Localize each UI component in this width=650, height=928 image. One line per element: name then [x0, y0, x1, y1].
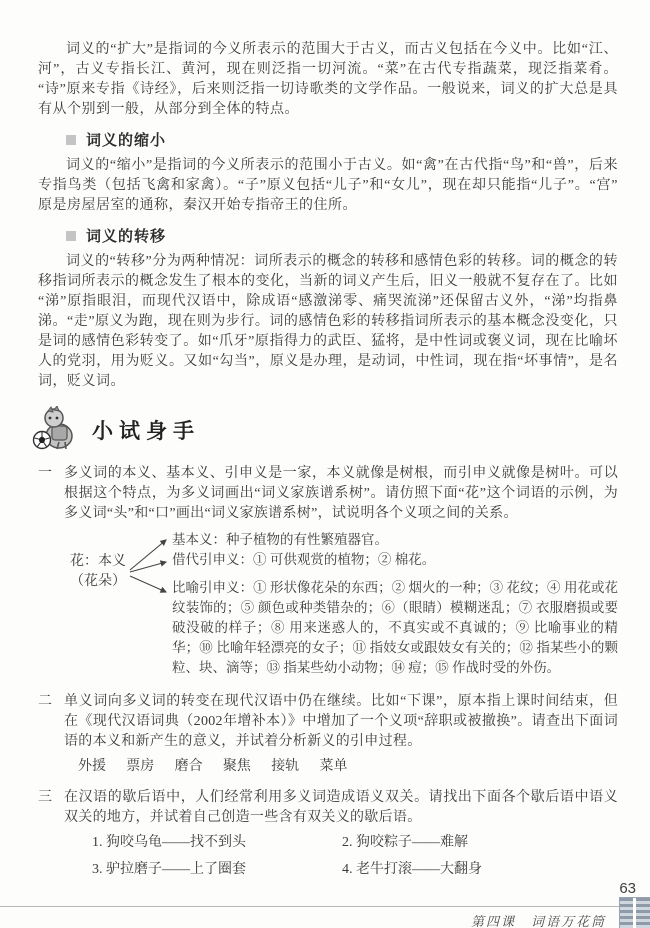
square-bullet-icon — [66, 135, 76, 145]
idiom-item: 3. 驴拉磨子——上了圈套 — [92, 862, 246, 877]
exercise-2-word-list — [78, 756, 618, 778]
tree-branch-arrows-icon — [128, 530, 172, 618]
practice-section-header — [32, 406, 618, 454]
word-item: 外援 — [78, 759, 106, 774]
mascot-soccer-icon — [32, 406, 78, 454]
word-item: 菜单 — [319, 759, 348, 774]
exercise-1-number: 一 — [38, 466, 52, 481]
footer-divider — [0, 906, 650, 907]
word-family-tree-diagram — [64, 530, 618, 678]
branch-metonymic-meaning: 借代引申义：① 可供观赏的植物；② 棉花。 — [172, 552, 436, 567]
page-number: 63 — [619, 880, 636, 897]
heading-word-shift-label: 词义的转移 — [86, 228, 167, 245]
branch-metaphoric-meaning: 比喻引申义：① 形状像花朵的东西；② 烟火的一种；③ 花纹；④ 用花或花纹装饰的；⑤ 颜色或种类错杂的；⑥（眼睛）模糊迷乱；⑦ 衣服磨损或要破没破的样子；⑧ 用来迷惑人的，不真实或不真诚的；⑨ 比喻事业的精华；⑩ 比喻年轻漂亮的女子；⑪ 指妓女或跟妓女有关的；⑫ 指某些小的颗粒、块、滴等；⑬ 指某些幼小动物；⑭ 痘；⑮ 作战时受的外伤。 — [172, 580, 618, 675]
paragraph-word-expansion: 词义的“扩大”是指词的今义所表示的范围大于古义，而古义包括在今义中。比如“江、河”，古义专指长江、黄河，现在则泛指一切河流。“菜”在古代专指蔬菜，现泛指菜肴。“诗”原来专指《诗经》，后来则泛指一切诗歌类的文学作品。一般说来，词义的扩大总是具有从个别到一般，从部分到全体的特点。 — [38, 42, 618, 117]
exercise-1 — [38, 464, 618, 682]
tree-root-node — [70, 552, 126, 592]
exercise-2-text: 单义词向多义词的转变在现代汉语中仍在继续。比如“下课”，原本指上课时间结束，但在《现代汉语词典（2002年增补本）》中增加了一个义项“辞职或被撤换”。请查出下面词语的本义和新产生的意义，并试着分析新义的引申过程。 — [64, 694, 618, 749]
word-item: 票房 — [126, 759, 155, 774]
square-bullet-icon — [66, 231, 76, 241]
exercise-1-text: 多义词的本义、基本义、引申义是一家，本义就像是树根，而引申义就像是树叶。可以根据这个特点，为多义词画出“词义家族谱系树”。请仿照下面“花”这个词语的示例，为多义词“头”和“口”画出“词义家族谱系树”，试说明各个义项之间的关系。 — [64, 466, 618, 521]
exercise-2-number: 二 — [38, 694, 52, 709]
word-item: 接轨 — [271, 759, 300, 774]
exercise-3-body — [64, 788, 618, 880]
exercise-3-number: 三 — [38, 790, 52, 805]
exercise-2 — [38, 692, 618, 778]
heading-word-narrowing — [66, 129, 618, 150]
exercise-2-body — [64, 692, 618, 778]
chapter-tab-icon — [619, 897, 650, 928]
word-item: 聚焦 — [222, 759, 251, 774]
idiom-item: 2. 狗咬粽子——难解 — [342, 835, 468, 850]
idiom-item: 4. 老牛打滚——大翻身 — [342, 862, 482, 877]
tree-branches — [172, 530, 618, 678]
practice-section-title: 小试身手 — [92, 420, 200, 443]
footer-course-label: 第四课 词语万花筒 — [470, 914, 606, 928]
tree-root-word: 花：本义 — [70, 554, 126, 569]
exercise-3 — [38, 788, 618, 880]
heading-word-narrowing-label: 词义的缩小 — [86, 132, 167, 149]
paragraph-word-narrowing: 词义的“缩小”是指词的今义所表示的范围小于古义。如“禽”在古代指“鸟”和“兽”，后来专指鸟类（包括飞禽和家禽）。“子”原义包括“儿子”和“女儿”，现在却只能指“儿子”。“宫”原是房屋居室的通称，秦汉开始专指帝王的住所。 — [38, 158, 618, 213]
branch-basic-meaning: 基本义：种子植物的有性繁殖器官。 — [172, 532, 388, 547]
exercise-3-text: 在汉语的歇后语中，人们经常利用多义词造成语义双关。请找出下面各个歇后语中语义双关的地方，并试着自己创造一些含有双关义的歇后语。 — [64, 790, 618, 825]
exercise-1-body — [64, 464, 618, 682]
exercise-3-idiom-list — [92, 833, 618, 880]
word-item: 磨合 — [174, 759, 203, 774]
tree-root-note: （花朵） — [70, 574, 126, 589]
paragraph-word-shift: 词义的“转移”分为两种情况：词所表示的概念的转移和感情色彩的转移。词的概念的转移指词所表示的概念发生了根本的变化，当新的词义产生后，旧义一般就不复存在了。比如“涕”原指眼泪，而现代汉语中，除成语“感激涕零、痛哭流涕”还保留古义外，“涕”均指鼻涕。“走”原义为跑，现在则为步行。词的感情色彩的转移指词所表示的基本概念没变化，只是词的感情色彩转变了。如“爪牙”原指得力的武臣、猛将，是中性词或褒义词，现在比喻坏人的党羽，用为贬义。又如“勾当”，原义是办理，是动词，中性词，现在指“坏事情”，是名词，贬义词。 — [38, 254, 618, 389]
heading-word-shift — [66, 225, 618, 246]
idiom-item: 1. 狗咬乌龟——找不到头 — [92, 835, 246, 850]
